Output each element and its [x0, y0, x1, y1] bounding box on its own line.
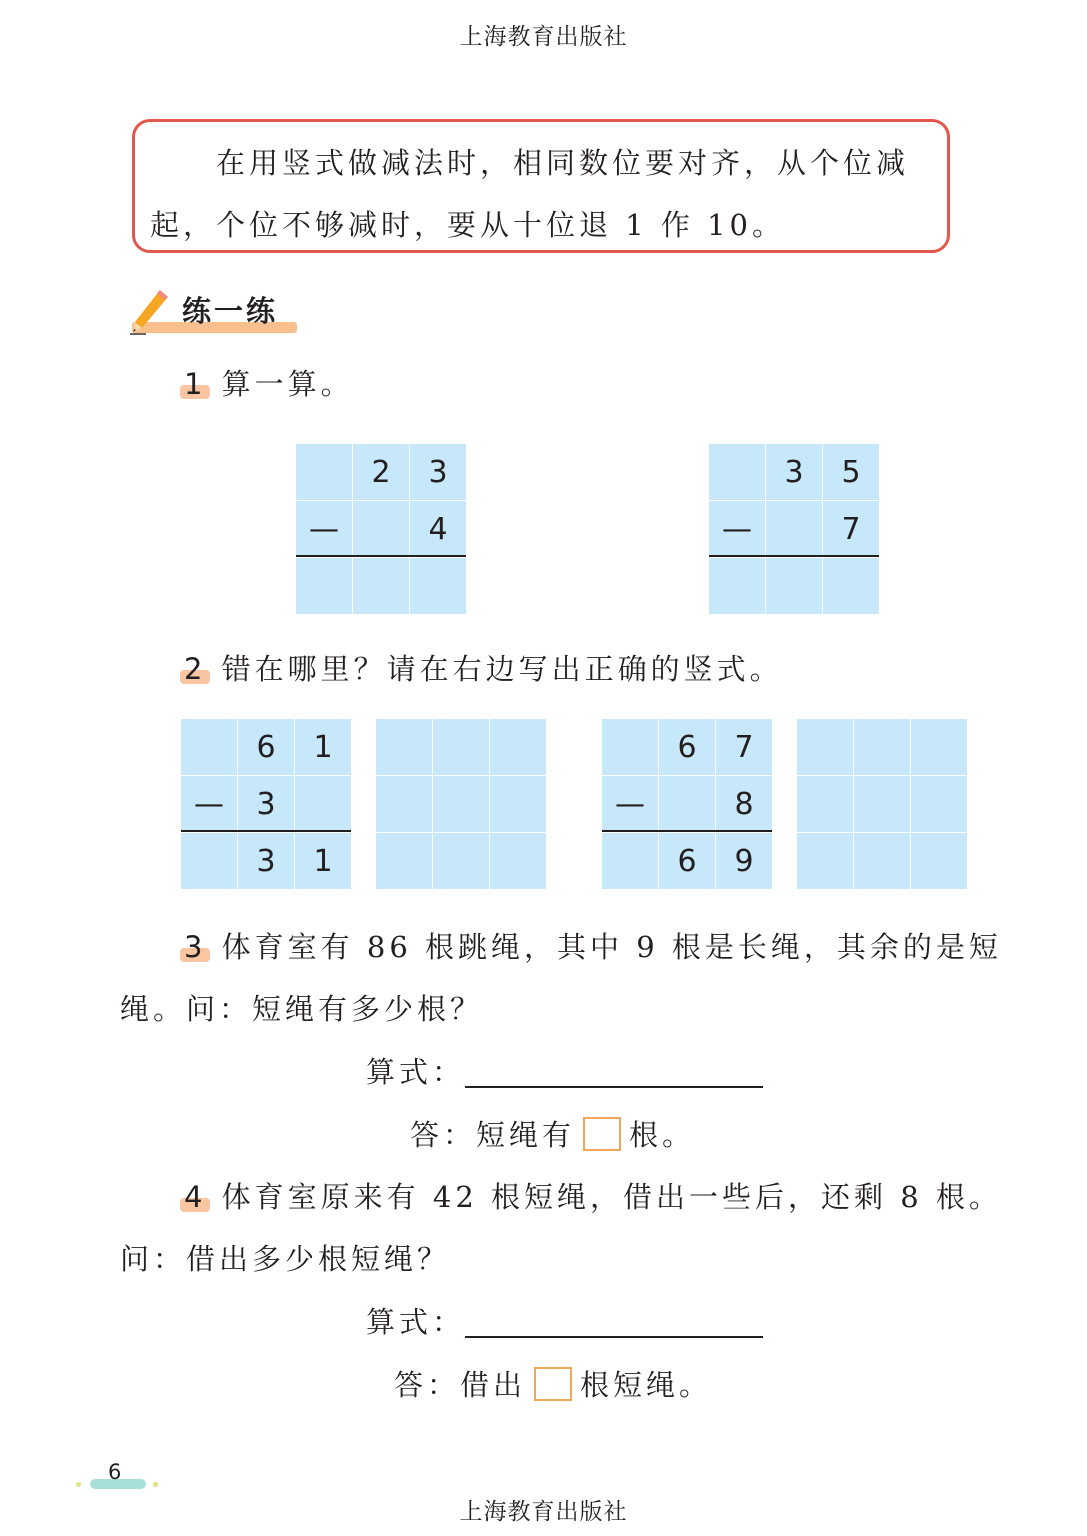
question-2 [182, 647, 783, 688]
grid-cell[interactable] [433, 776, 489, 832]
grid-cell[interactable] [709, 444, 765, 500]
grid-cell [181, 719, 237, 775]
grid-cell[interactable] [296, 558, 352, 614]
question-1 [182, 362, 354, 403]
grid-cells [709, 444, 879, 614]
result-line [709, 555, 879, 557]
grid-cell[interactable] [854, 776, 910, 832]
grid-cell: 1 [295, 719, 351, 775]
grid-cell[interactable] [433, 719, 489, 775]
question-3-line-2: 绳。问：短绳有多少根？ [120, 992, 484, 1026]
grid-cell: 6 [659, 833, 715, 889]
grid-cell[interactable]: 5 [823, 444, 879, 500]
grid-cell[interactable]: 2 [353, 444, 409, 500]
grid-cell[interactable] [709, 558, 765, 614]
grid-cell[interactable] [766, 558, 822, 614]
grid-cell: 6 [238, 719, 294, 775]
result-line [181, 830, 351, 832]
correction-grid [797, 719, 967, 889]
grid-cells [602, 719, 772, 889]
grid-cell[interactable] [376, 719, 432, 775]
grid-cell[interactable] [911, 833, 967, 889]
grid-cell[interactable] [353, 501, 409, 557]
result-line [296, 555, 466, 557]
question-4-line-1 [182, 1175, 1002, 1216]
question-number: 2 [184, 652, 207, 686]
rule-text: 在用竖式做减法时，相同数位要对齐，从个位减起，个位不够减时，要从十位退 1 作 10。 [150, 146, 910, 242]
grid-cell[interactable] [911, 719, 967, 775]
grid-cell: 9 [716, 833, 772, 889]
decor-dot [153, 1482, 158, 1487]
grid-cells [376, 719, 546, 889]
grid-cell[interactable] [766, 501, 822, 557]
answer-prefix: 答：借出 [394, 1368, 527, 1402]
grid-cell[interactable] [353, 558, 409, 614]
question-number: 1 [184, 367, 207, 401]
grid-cell[interactable] [911, 776, 967, 832]
vertical-subtraction-grid [709, 444, 879, 614]
grid-cell[interactable] [433, 833, 489, 889]
pencil-icon [128, 286, 172, 336]
grid-cell: 1 [295, 833, 351, 889]
grid-cell[interactable] [797, 719, 853, 775]
grid-cell[interactable]: — [296, 501, 352, 557]
grid-cell [602, 719, 658, 775]
grid-cell[interactable]: 4 [410, 501, 466, 557]
grid-cell[interactable] [296, 444, 352, 500]
grid-cell[interactable] [854, 833, 910, 889]
formula-label: 算式： [366, 1305, 466, 1339]
grid-cell [659, 776, 715, 832]
formula-blank[interactable] [465, 1336, 763, 1338]
grid-cells [296, 444, 466, 614]
answer-suffix: 根。 [629, 1118, 696, 1152]
answer-box[interactable] [534, 1367, 572, 1401]
grid-cell: 7 [716, 719, 772, 775]
grid-cell[interactable] [490, 776, 546, 832]
grid-cell: 8 [716, 776, 772, 832]
grid-cell[interactable]: 7 [823, 501, 879, 557]
formula-label: 算式： [366, 1055, 466, 1089]
question-number: 4 [184, 1180, 207, 1214]
grid-cell [602, 833, 658, 889]
grid-cell [181, 833, 237, 889]
grid-cell: 3 [238, 776, 294, 832]
grid-cell[interactable] [376, 776, 432, 832]
page-number: 6 [108, 1460, 122, 1484]
question-text: 体育室有 86 根跳绳，其中 9 根是长绳，其余的是短 [221, 930, 1002, 964]
grid-cell[interactable]: 3 [410, 444, 466, 500]
grid-cell[interactable] [490, 719, 546, 775]
grid-cell [295, 776, 351, 832]
grid-cell[interactable] [797, 776, 853, 832]
question-number: 3 [184, 930, 207, 964]
result-line [602, 830, 772, 832]
grid-cell[interactable] [490, 833, 546, 889]
question-text: 算一算。 [221, 367, 354, 401]
grid-cell: 6 [659, 719, 715, 775]
section-title: 练一练 [182, 294, 279, 328]
formula-blank[interactable] [465, 1086, 763, 1088]
vertical-subtraction-grid [296, 444, 466, 614]
grid-cell: — [602, 776, 658, 832]
question-4-answer [394, 1363, 712, 1404]
question-4-formula [366, 1300, 763, 1341]
answer-suffix: 根短绳。 [580, 1368, 713, 1402]
question-text: 错在哪里？请在右边写出正确的竖式。 [221, 652, 783, 686]
grid-cell[interactable] [823, 558, 879, 614]
grid-cell[interactable]: — [709, 501, 765, 557]
correction-grid [376, 719, 546, 889]
grid-cell: 3 [238, 833, 294, 889]
question-3-line-1 [182, 925, 1002, 966]
question-text: 体育室原来有 42 根短绳，借出一些后，还剩 8 根。 [221, 1180, 1002, 1214]
question-3-formula [366, 1050, 763, 1091]
grid-cells [181, 719, 351, 889]
answer-prefix: 答：短绳有 [410, 1118, 576, 1152]
wrong-calculation-grid [602, 719, 772, 889]
decor-dot [76, 1482, 81, 1487]
grid-cell[interactable]: 3 [766, 444, 822, 500]
question-4-line-2: 问：借出多少根短绳？ [120, 1242, 451, 1276]
question-3-answer [410, 1113, 695, 1154]
grid-cell[interactable] [376, 833, 432, 889]
wrong-calculation-grid [181, 719, 351, 889]
grid-cell[interactable] [797, 833, 853, 889]
answer-box[interactable] [583, 1117, 621, 1151]
publisher-header: 上海教育出版社 [459, 24, 628, 50]
grid-cell: — [181, 776, 237, 832]
grid-cell[interactable] [854, 719, 910, 775]
grid-cells [797, 719, 967, 889]
grid-cell[interactable] [410, 558, 466, 614]
publisher-footer: 上海教育出版社 [459, 1499, 628, 1525]
